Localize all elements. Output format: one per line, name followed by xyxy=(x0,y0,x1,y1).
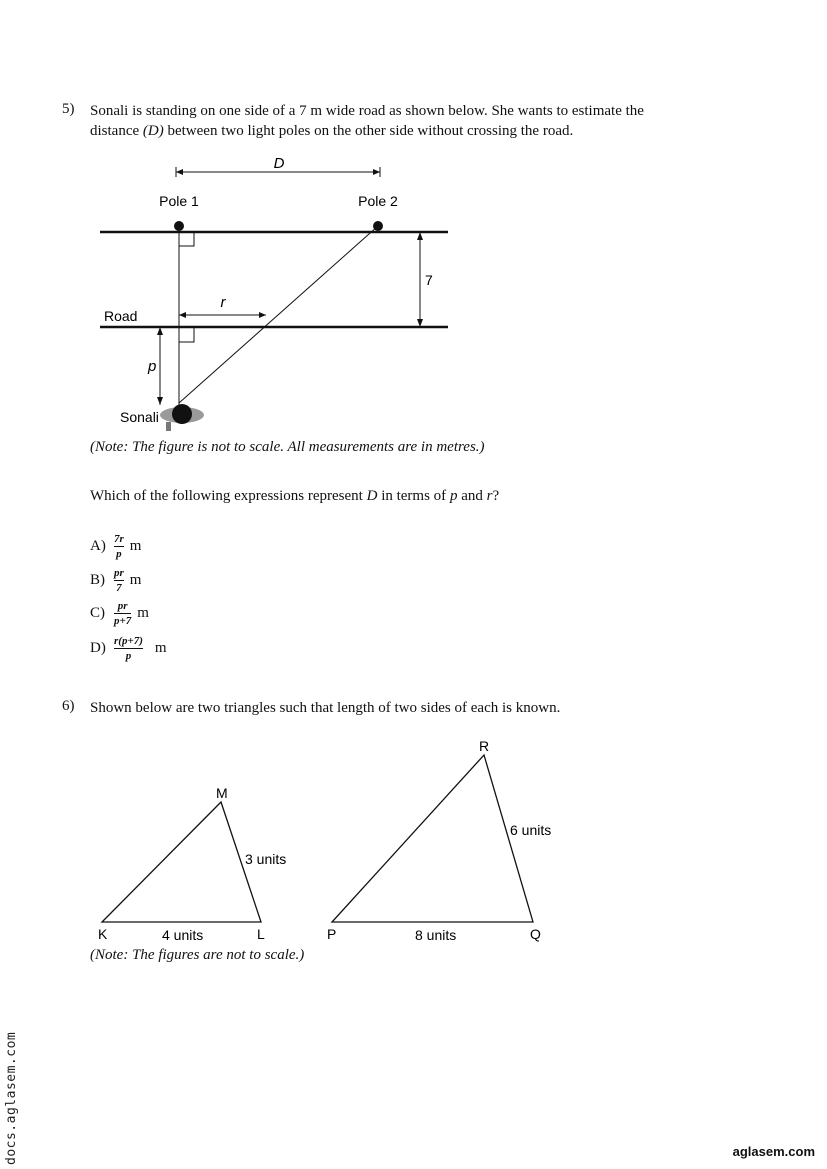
label-side-PQ: 8 units xyxy=(415,927,457,943)
option-d-fraction xyxy=(114,635,143,662)
q5-line2-var: (D) xyxy=(142,123,164,139)
brand-footer[interactable]: aglasem.com xyxy=(732,1144,815,1159)
option-c[interactable] xyxy=(90,600,149,627)
option-c-fraction xyxy=(114,600,131,627)
option-c-denominator: p+7 xyxy=(114,615,132,627)
option-a-fraction xyxy=(114,533,124,560)
label-r: r xyxy=(220,294,226,311)
option-a-numerator: 7r xyxy=(114,533,124,545)
side-watermark: docs.aglasem.com xyxy=(4,1031,19,1165)
q5-question-D: D xyxy=(366,488,378,504)
option-b-fraction xyxy=(114,567,124,594)
label-side-RQ: 6 units xyxy=(510,822,552,838)
triangle-pqr xyxy=(332,755,533,922)
option-c-numerator: pr xyxy=(117,600,128,612)
d-arrow-right xyxy=(373,169,380,175)
q5-number: 5) xyxy=(62,101,75,117)
label-p: p xyxy=(148,358,157,375)
option-d[interactable] xyxy=(90,635,167,662)
road-figure xyxy=(0,0,827,440)
q5-line2-post: between two light poles on the other side without crossing the road. xyxy=(163,123,574,139)
q5-question-mid2: and xyxy=(457,488,487,504)
triangle-klm xyxy=(102,802,261,922)
option-a-unit: m xyxy=(129,538,142,554)
q6-note: (Note: The figures are not to scale.) xyxy=(90,947,305,963)
q5-question-pre: Which of the following expressions represent xyxy=(90,488,367,504)
option-c-unit: m xyxy=(137,605,149,621)
q5-line2-pre: distance xyxy=(90,123,143,139)
q5-question-mid1: in terms of xyxy=(377,488,450,504)
q5-question-end: ? xyxy=(492,488,500,504)
q5-question xyxy=(90,486,750,506)
label-side-KL: 4 units xyxy=(162,927,204,943)
label-L: L xyxy=(257,926,265,942)
q6-text: Shown below are two triangles such that length of two sides of each is known. xyxy=(90,700,561,716)
label-pole2: Pole 2 xyxy=(358,193,398,209)
option-b-unit: m xyxy=(129,572,142,588)
q5-question-r: r xyxy=(486,488,493,504)
q6-number: 6) xyxy=(62,698,75,714)
label-Q: Q xyxy=(530,926,541,942)
p-arrow-bottom xyxy=(157,397,163,405)
right-angle-mark-top xyxy=(179,232,194,246)
r-arrow-right xyxy=(259,312,266,318)
option-c-label: C) xyxy=(90,605,105,621)
d-arrow-left xyxy=(176,169,183,175)
label-side-ML: 3 units xyxy=(245,851,287,867)
right-angle-mark-bottom xyxy=(179,327,194,342)
label-M: M xyxy=(216,785,228,801)
label-P: P xyxy=(327,926,337,942)
option-a[interactable] xyxy=(90,533,141,560)
option-b-label: B) xyxy=(90,572,105,588)
q5-question-p: p xyxy=(449,488,458,504)
label-pole1: Pole 1 xyxy=(159,193,199,209)
label-D: D xyxy=(273,155,285,172)
label-R: R xyxy=(479,738,490,754)
q5-note: (Note: The figure is not to scale. All measurements are in metres.) xyxy=(90,439,485,455)
option-a-label: A) xyxy=(90,538,106,554)
label-K: K xyxy=(98,926,108,942)
option-b-numerator: pr xyxy=(114,567,124,579)
option-d-label: D) xyxy=(90,640,106,656)
label-road: Road xyxy=(104,308,138,324)
label-sonali: Sonali xyxy=(120,409,159,425)
option-d-numerator: r(p+7) xyxy=(114,635,143,647)
option-b-denominator: 7 xyxy=(116,582,122,594)
q5-line1: Sonali is standing on one side of a 7 m wide road as shown below. She wants to estimate the xyxy=(90,103,644,119)
option-d-denominator: p xyxy=(125,650,132,662)
sonali-foot xyxy=(166,422,171,431)
label-width: 7 xyxy=(425,272,433,288)
sonali-figure xyxy=(172,404,192,424)
triangles-figure xyxy=(0,730,827,950)
option-b[interactable] xyxy=(90,567,141,594)
r-arrow-left xyxy=(179,312,186,318)
option-d-unit: m xyxy=(154,640,167,656)
option-a-denominator: p xyxy=(116,548,122,560)
